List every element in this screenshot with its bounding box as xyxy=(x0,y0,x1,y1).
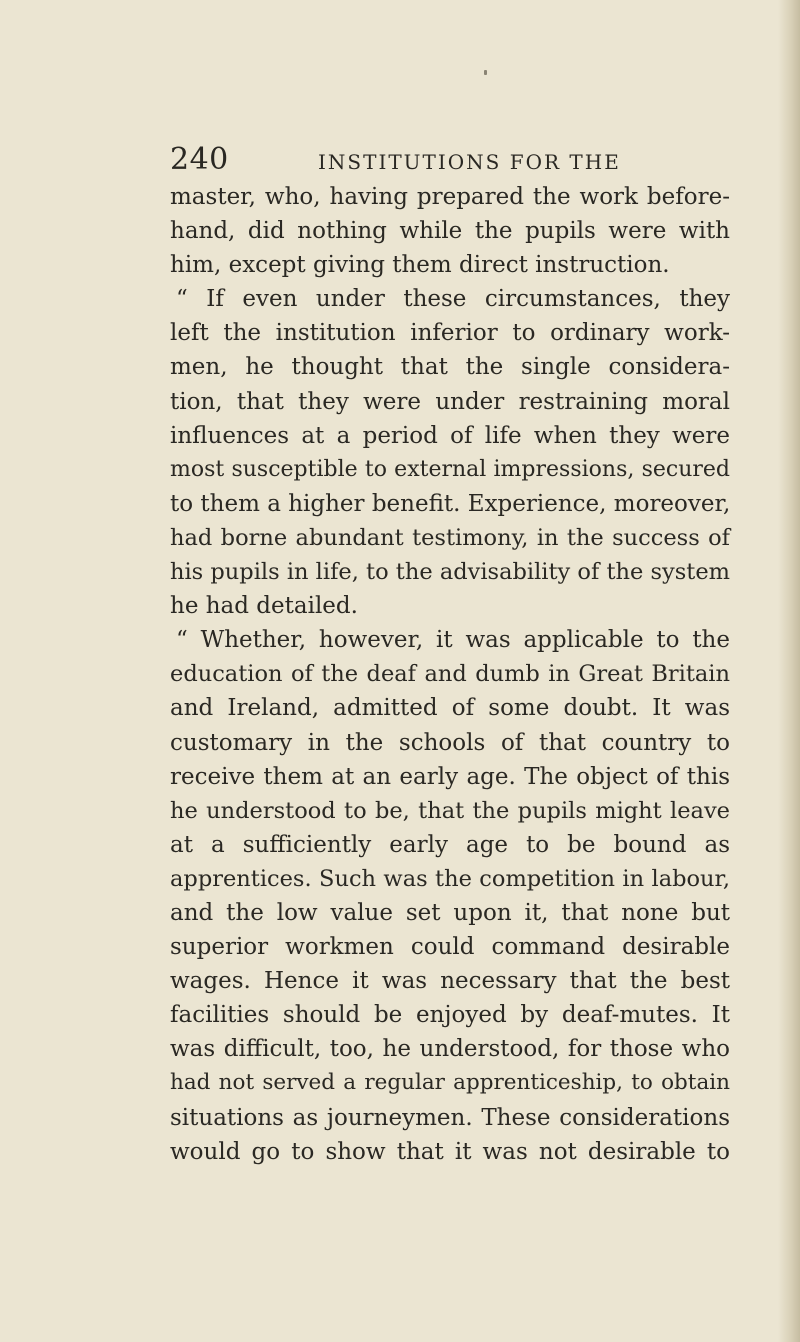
text-line: he understood to be, that the pupils might leave xyxy=(170,797,730,824)
page-edge-shadow xyxy=(778,0,800,1342)
text-line: “ If even under these circumstances, they xyxy=(176,286,730,313)
text-line: at a sufficiently early age to be bound as xyxy=(170,831,730,858)
page-number: 240 xyxy=(170,142,229,177)
text-line: his pupils in life, to the advisability of the system xyxy=(170,559,730,586)
running-head: INSTITUTIONS FOR THE xyxy=(318,150,621,174)
text-line: he had detailed. xyxy=(170,593,358,620)
text-line: would go to show that it was not desirable to xyxy=(170,1138,730,1165)
text-line: superior workmen could command desirable xyxy=(170,934,730,961)
text-line: receive them at an early age. The object of this xyxy=(170,763,730,790)
text-line: facilities should be enjoyed by deaf-mutes. It xyxy=(170,1002,730,1029)
text-line: had not served a regular apprenticeship, to obtain xyxy=(170,1070,730,1096)
text-line: men, he thought that the single considera- xyxy=(170,354,730,381)
text-line: and Ireland, admitted of some doubt. It was xyxy=(170,695,730,722)
text-line: education of the deaf and dumb in Great Britain xyxy=(170,661,730,688)
text-line: was difficult, too, he understood, for those who xyxy=(170,1036,730,1063)
text-line: him, except giving them direct instruction. xyxy=(170,252,670,279)
text-line: to them a higher benefit. Experience, moreover, xyxy=(170,490,731,517)
text-line: left the institution inferior to ordinary work- xyxy=(170,320,730,347)
text-line: hand, did nothing while the pupils were with xyxy=(170,218,730,245)
text-line: most susceptible to external impressions, secured xyxy=(170,456,730,482)
text-line: had borne abundant testimony, in the success of xyxy=(170,524,730,551)
ink-speck xyxy=(484,70,487,75)
text-line: tion, that they were under restraining moral xyxy=(170,388,730,415)
page-header xyxy=(170,142,730,182)
text-line: wages. Hence it was necessary that the best xyxy=(170,968,730,995)
text-line: master, who, having prepared the work before- xyxy=(170,184,730,210)
text-line: and the low value set upon it, that none but xyxy=(170,899,730,926)
text-line: situations as journeymen. These considerations xyxy=(170,1104,730,1131)
text-line: apprentices. Such was the competition in labour, xyxy=(170,865,730,892)
text-line: customary in the schools of that country to xyxy=(170,729,730,756)
text-line: “ Whether, however, it was applicable to the xyxy=(176,627,730,654)
text-line: influences at a period of life when they were xyxy=(170,422,730,449)
body-text xyxy=(170,180,730,1169)
